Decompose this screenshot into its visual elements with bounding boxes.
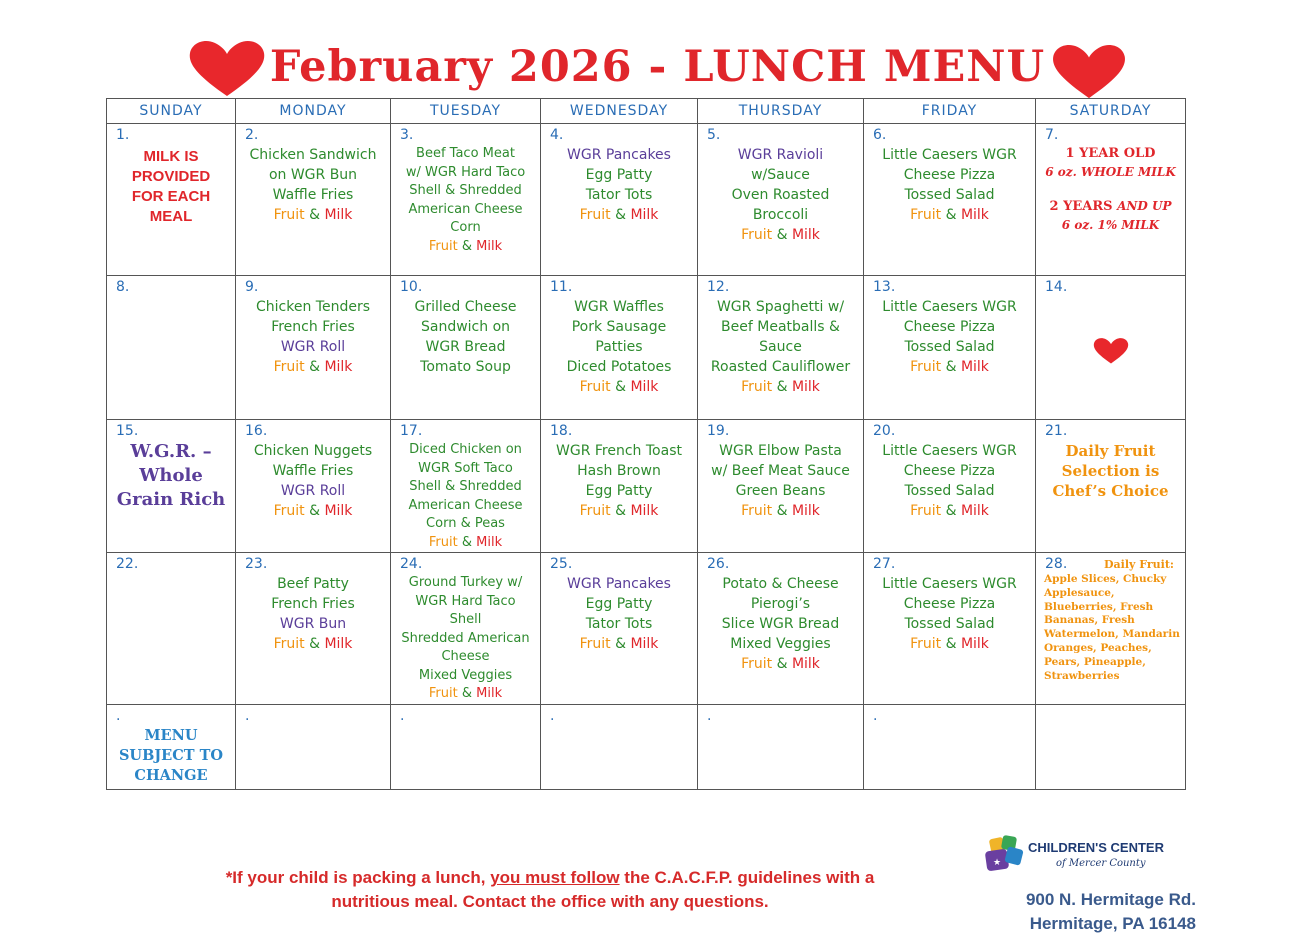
- menu-item-text: WGR Pancakes: [567, 576, 671, 592]
- fruit-milk-line: [698, 654, 863, 674]
- menu-item: Shell & Shredded: [409, 183, 522, 198]
- day-cell: [698, 553, 864, 705]
- menu-item: Beef Meatballs &: [721, 319, 840, 335]
- menu-item: Tomato Soup: [420, 359, 511, 375]
- fruit-label: Fruit: [579, 207, 611, 223]
- week-row: [107, 420, 1186, 553]
- day-cell: [864, 276, 1036, 420]
- menu-item: Cheese Pizza: [903, 319, 996, 335]
- childrens-center-logo-icon: [984, 834, 1028, 874]
- fruit-milk-line: [236, 634, 390, 654]
- milk-label: Milk: [324, 207, 353, 223]
- amp: &: [776, 656, 788, 672]
- valentine-heart-icon: [1093, 336, 1129, 366]
- menu-item: Diced Potatoes: [566, 359, 672, 375]
- amp: &: [776, 227, 788, 243]
- day-cell: [1036, 704, 1186, 789]
- menu-item: Hash Brown: [577, 463, 661, 479]
- note-line: W.G.R. –: [130, 441, 212, 462]
- milk-label: Milk: [324, 636, 353, 652]
- day-cell: [236, 704, 391, 789]
- day-cell: [541, 553, 698, 705]
- day-cell: [391, 553, 541, 705]
- fruit-milk-line: [864, 205, 1035, 225]
- menu-item: American Cheese: [408, 201, 523, 217]
- milk-line: 6 oz. 1% MILK: [1061, 218, 1160, 232]
- packed-lunch-notice: [160, 866, 940, 914]
- fruit-label: Fruit: [910, 207, 942, 223]
- menu-item: Corn: [450, 220, 481, 235]
- amp: &: [615, 207, 626, 223]
- day-number: 4.: [550, 127, 564, 143]
- menu-item: Grilled Cheese: [414, 299, 517, 315]
- fruit-label: Fruit: [579, 503, 611, 519]
- day-header-tuesday: TUESDAY: [391, 99, 541, 124]
- menu-item: Little Caesers WGR: [882, 443, 1017, 459]
- fruit-milk-line: [391, 534, 540, 553]
- fruit-milk-line: [864, 634, 1035, 654]
- day-number: .: [873, 707, 878, 724]
- menu-item: Mixed Veggies: [730, 636, 831, 652]
- menu-item-text: WGR Roll: [280, 339, 346, 355]
- menu-item-text: WGR Bun: [279, 616, 347, 632]
- menu-item: WGR French Toast: [556, 443, 682, 459]
- menu-item: Cheese Pizza: [903, 596, 996, 612]
- milk-label: Milk: [791, 227, 820, 243]
- menu-item: Chicken Tenders: [256, 299, 370, 315]
- menu-item: Shell: [449, 612, 482, 627]
- fruit-milk-line: [236, 205, 390, 225]
- menu-item: WGR Elbow Pasta: [719, 443, 842, 459]
- day-cell: [864, 704, 1036, 789]
- fruit-label: Fruit: [741, 503, 773, 519]
- menu-item: Roasted Cauliflower: [710, 359, 851, 375]
- fruit-milk-line: [864, 357, 1035, 377]
- day-number: 26.: [707, 556, 730, 572]
- menu-items: [698, 124, 863, 245]
- page-title: February 2026 - LUNCH MENU: [269, 42, 1046, 92]
- menu-items: [391, 553, 540, 704]
- day-cell: [698, 704, 864, 789]
- milk-label: Milk: [960, 636, 989, 652]
- day-cell: [391, 704, 541, 789]
- day-header-monday: MONDAY: [236, 99, 391, 124]
- menu-item: Little Caesers WGR: [882, 299, 1017, 315]
- menu-item-text: WGR Pancakes: [567, 147, 671, 163]
- day-cell: [391, 276, 541, 420]
- amp: &: [309, 636, 320, 652]
- menu-item: Broccoli: [752, 207, 809, 223]
- amp: &: [945, 207, 957, 223]
- note-line: Daily Fruit: [1065, 442, 1156, 460]
- day-number: 12.: [707, 279, 730, 295]
- svg-text:★: ★: [993, 858, 1002, 868]
- day-cell: [541, 704, 698, 789]
- day-header-thursday: THURSDAY: [698, 99, 864, 124]
- logo-name: CHILDREN'S CENTER: [1028, 840, 1164, 855]
- day-number: 28.: [1045, 556, 1068, 572]
- milk-line: 6 oz. WHOLE MILK: [1045, 165, 1176, 179]
- menu-items: [391, 420, 540, 552]
- amp: &: [461, 534, 472, 550]
- fruit-label: Fruit: [273, 207, 305, 223]
- note-line: Chef’s Choice: [1052, 482, 1169, 500]
- menu-item: Little Caesers WGR: [882, 576, 1017, 592]
- menu-item-text: WGR Roll: [280, 483, 346, 499]
- amp: &: [309, 359, 320, 375]
- day-cell: [541, 276, 698, 420]
- menu-item: Shredded American: [401, 630, 530, 646]
- notice-line: nutritious meal. Contact the office with any questions.: [331, 892, 769, 911]
- fruit-label: Fruit: [741, 656, 773, 672]
- day-cell: [864, 124, 1036, 276]
- fruit-label: Fruit: [428, 686, 458, 701]
- day-number: 1.: [116, 127, 130, 143]
- day-number: 25.: [550, 556, 573, 572]
- menu-item: French Fries: [271, 319, 355, 335]
- fruit-milk-line: [541, 377, 697, 397]
- menu-item: Tossed Salad: [904, 187, 995, 203]
- fruit-label: Fruit: [741, 379, 773, 395]
- daily-fruit-list: Apple Slices, Chucky Applesauce, Blueberries, Fresh Bananas, Fresh Watermelon, Mandarin Oranges, Peaches, Pears, Pineapple, Strawberries: [1044, 573, 1180, 682]
- milk-label: Milk: [476, 238, 503, 254]
- menu-item: Chicken Nuggets: [253, 443, 373, 459]
- amp: &: [945, 503, 957, 519]
- amp: &: [461, 238, 472, 254]
- notice-text: the C.A.C.F.P. guidelines with a: [619, 868, 875, 887]
- menu-item: Diced Chicken on: [409, 442, 522, 457]
- day-header-sunday: SUNDAY: [107, 99, 236, 124]
- menu-item: Pork Sausage: [571, 319, 667, 335]
- day-cell: [107, 124, 236, 276]
- fruit-label: Fruit: [910, 503, 942, 519]
- menu-item: WGR Waffles: [574, 299, 664, 315]
- fruit-label: Fruit: [579, 379, 611, 395]
- day-cell: [236, 276, 391, 420]
- day-number: .: [400, 707, 405, 724]
- menu-items: [864, 124, 1035, 225]
- day-number: 22.: [116, 556, 139, 572]
- menu-item: Waffle Fries: [272, 463, 354, 479]
- day-number: 18.: [550, 423, 573, 439]
- note-line: MEAL: [149, 208, 193, 225]
- day-number: .: [245, 707, 250, 724]
- menu-subject-to-change-note: [107, 705, 235, 786]
- menu-item: Sandwich on: [420, 319, 511, 335]
- amp: &: [615, 636, 626, 652]
- day-number: 9.: [245, 279, 259, 295]
- note-line: FOR EACH: [131, 188, 211, 205]
- day-cell: [391, 420, 541, 553]
- day-cell: [1036, 420, 1186, 553]
- menu-item: [541, 574, 697, 594]
- day-number: 21.: [1045, 423, 1068, 439]
- fruit-label: Fruit: [741, 227, 773, 243]
- menu-item: Waffle Fries: [272, 187, 354, 203]
- menu-item: Tator Tots: [585, 616, 653, 632]
- fruit-label: Fruit: [910, 636, 942, 652]
- day-cell: [541, 420, 698, 553]
- day-number: 7.: [1045, 127, 1059, 143]
- menu-item: [236, 337, 390, 357]
- menu-items: [541, 124, 697, 225]
- day-number: 6.: [873, 127, 887, 143]
- day-cell: [541, 124, 698, 276]
- menu-item: WGR Soft Taco: [418, 460, 513, 476]
- address: [990, 888, 1196, 936]
- milk-line: 1 YEAR OLD: [1065, 146, 1156, 161]
- day-number: 20.: [873, 423, 896, 439]
- fruit-milk-line: [236, 357, 390, 377]
- menu-item: Slice WGR Bread: [721, 616, 840, 632]
- amp: &: [461, 686, 472, 701]
- menu-item: [236, 614, 390, 634]
- fruit-milk-line: [698, 377, 863, 397]
- fruit-label: Fruit: [910, 359, 942, 375]
- day-number: 10.: [400, 279, 423, 295]
- menu-item: French Fries: [271, 596, 355, 612]
- week-row: [107, 553, 1186, 705]
- day-cell: [107, 276, 236, 420]
- menu-item: Tossed Salad: [904, 483, 995, 499]
- day-header-wednesday: WEDNESDAY: [541, 99, 698, 124]
- menu-item: Tator Tots: [585, 187, 653, 203]
- note-line: MILK IS: [143, 148, 199, 165]
- note-line: Grain Rich: [116, 489, 226, 510]
- menu-item: Egg Patty: [585, 596, 653, 612]
- fruit-milk-line: [236, 501, 390, 521]
- milk-label: Milk: [476, 534, 503, 550]
- day-cell: [698, 420, 864, 553]
- address-line: Hermitage, PA 16148: [1029, 914, 1196, 933]
- day-cell: [107, 553, 236, 705]
- fruit-milk-line: [541, 501, 697, 521]
- heart-icon-right: [1050, 44, 1128, 100]
- menu-item: Corn & Peas: [426, 516, 505, 531]
- heart-icon-left: [188, 40, 266, 98]
- menu-item: Cheese: [441, 649, 490, 664]
- day-number: .: [116, 707, 121, 724]
- menu-item-text: WGR Ravioli: [737, 147, 824, 163]
- menu-item: w/ Beef Meat Sauce: [711, 463, 850, 479]
- menu-item: Mixed Veggies: [418, 667, 513, 683]
- menu-item: w/ WGR Hard Taco: [405, 164, 526, 180]
- milk-line-part: AND UP: [1117, 199, 1172, 213]
- day-number: 27.: [873, 556, 896, 572]
- milk-label: Milk: [630, 379, 659, 395]
- menu-item: Ground Turkey w/: [408, 575, 523, 590]
- menu-items: [391, 124, 540, 256]
- day-number: 17.: [400, 423, 423, 439]
- menu-item: Pierogi’s: [750, 596, 811, 612]
- milk-label: Milk: [630, 207, 659, 223]
- amp: &: [945, 636, 957, 652]
- menu-item: Cheese Pizza: [903, 463, 996, 479]
- amp: &: [776, 379, 788, 395]
- milk-label: Milk: [324, 359, 353, 375]
- menu-items: [236, 276, 390, 377]
- menu-item: on WGR Bun: [268, 167, 358, 183]
- note-line: MENU: [144, 726, 198, 744]
- milk-label: Milk: [960, 207, 989, 223]
- week-row: [107, 704, 1186, 789]
- day-number: 23.: [245, 556, 268, 572]
- menu-item: Green Beans: [735, 483, 826, 499]
- day-number: 16.: [245, 423, 268, 439]
- menu-item: [236, 481, 390, 501]
- day-cell: [698, 124, 864, 276]
- menu-item: WGR Spaghetti w/: [716, 299, 845, 315]
- fruit-label: Fruit: [273, 359, 305, 375]
- day-number: 3.: [400, 127, 414, 143]
- milk-line: [1036, 197, 1185, 216]
- menu-item: Tossed Salad: [904, 616, 995, 632]
- menu-item: WGR Hard Taco: [415, 593, 516, 609]
- note-line: CHANGE: [134, 766, 208, 784]
- milk-label: Milk: [630, 503, 659, 519]
- notice-line: [160, 866, 940, 890]
- menu-item: Sauce: [759, 339, 802, 355]
- amp: &: [776, 503, 788, 519]
- day-cell: [236, 553, 391, 705]
- day-number: 24.: [400, 556, 423, 572]
- day-cell: [864, 553, 1036, 705]
- logo-subtitle: of Mercer County: [1056, 858, 1146, 869]
- menu-item: Potato & Cheese: [722, 576, 839, 592]
- milk-label: Milk: [630, 636, 659, 652]
- notice-emphasis: you must follow: [490, 868, 620, 887]
- amp: &: [615, 503, 626, 519]
- milk-line-part: 2 YEARS: [1049, 199, 1113, 214]
- menu-items: [236, 124, 390, 225]
- day-cell: [1036, 276, 1186, 420]
- note-line: PROVIDED: [131, 168, 211, 185]
- menu-item: Egg Patty: [585, 483, 653, 499]
- week-row: [107, 124, 1186, 276]
- day-number: 13.: [873, 279, 896, 295]
- week-row: [107, 276, 1186, 420]
- menu-item: WGR Bread: [425, 339, 506, 355]
- day-number: 5.: [707, 127, 721, 143]
- menu-item: Beef Patty: [277, 576, 349, 592]
- day-number: .: [550, 707, 555, 724]
- day-cell: [698, 276, 864, 420]
- fruit-milk-line: [541, 634, 697, 654]
- day-number: 2.: [245, 127, 259, 143]
- fruit-label: Fruit: [428, 238, 458, 254]
- day-number: 8.: [116, 279, 130, 295]
- fruit-label: Fruit: [273, 636, 305, 652]
- note-line: SUBJECT TO: [118, 746, 224, 764]
- day-number: 11.: [550, 279, 573, 295]
- amp: &: [945, 359, 957, 375]
- milk-label: Milk: [324, 503, 353, 519]
- menu-item: [541, 145, 697, 165]
- milk-label: Milk: [960, 359, 989, 375]
- menu-item: Beef Taco Meat: [416, 146, 515, 161]
- menu-item: Patties: [595, 339, 643, 355]
- day-cell: [107, 704, 236, 789]
- day-cell: [864, 420, 1036, 553]
- amp: &: [309, 503, 320, 519]
- day-number: 19.: [707, 423, 730, 439]
- day-number: 14.: [1045, 279, 1068, 295]
- weekday-header-row: [107, 99, 1186, 124]
- fruit-milk-line: [698, 501, 863, 521]
- note-line: Whole: [139, 465, 203, 486]
- day-header-friday: FRIDAY: [864, 99, 1036, 124]
- fruit-milk-line: [391, 685, 540, 704]
- fruit-milk-line: [391, 238, 540, 257]
- menu-item: Shell & Shredded: [409, 479, 522, 494]
- daily-fruit-header: Daily Fruit:: [1104, 558, 1174, 571]
- notice-text: *If your child is packing a lunch,: [225, 868, 491, 887]
- fruit-milk-line: [864, 501, 1035, 521]
- fruit-milk-line: [698, 225, 863, 245]
- menu-item: Cheese Pizza: [903, 167, 996, 183]
- fruit-label: Fruit: [579, 636, 611, 652]
- fruit-milk-line: [541, 205, 697, 225]
- milk-label: Milk: [476, 686, 503, 701]
- amp: &: [309, 207, 320, 223]
- milk-label: Milk: [960, 503, 989, 519]
- day-cell: [236, 124, 391, 276]
- milk-label: Milk: [791, 503, 820, 519]
- menu-item: [698, 145, 863, 165]
- fruit-label: Fruit: [273, 503, 305, 519]
- menu-item: American Cheese: [408, 497, 523, 513]
- day-cell: [107, 420, 236, 553]
- menu-item: Egg Patty: [585, 167, 653, 183]
- milk-label: Milk: [791, 656, 820, 672]
- note-line: Selection is: [1061, 462, 1160, 480]
- day-cell: [236, 420, 391, 553]
- menu-item: w/Sauce: [751, 167, 810, 183]
- calendar-table: [106, 98, 1186, 790]
- menu-item: Little Caesers WGR: [882, 147, 1017, 163]
- day-number: 15.: [116, 423, 139, 439]
- day-cell: [1036, 553, 1186, 705]
- day-cell: [1036, 124, 1186, 276]
- menu-item: Oven Roasted: [731, 187, 830, 203]
- day-header-saturday: SATURDAY: [1036, 99, 1186, 124]
- day-number: .: [707, 707, 712, 724]
- amp: &: [615, 379, 626, 395]
- menu-item: Tossed Salad: [904, 339, 995, 355]
- menu-item: Chicken Sandwich: [249, 147, 377, 163]
- address-line: 900 N. Hermitage Rd.: [1025, 890, 1196, 909]
- day-cell: [391, 124, 541, 276]
- milk-label: Milk: [791, 379, 820, 395]
- fruit-label: Fruit: [428, 534, 458, 550]
